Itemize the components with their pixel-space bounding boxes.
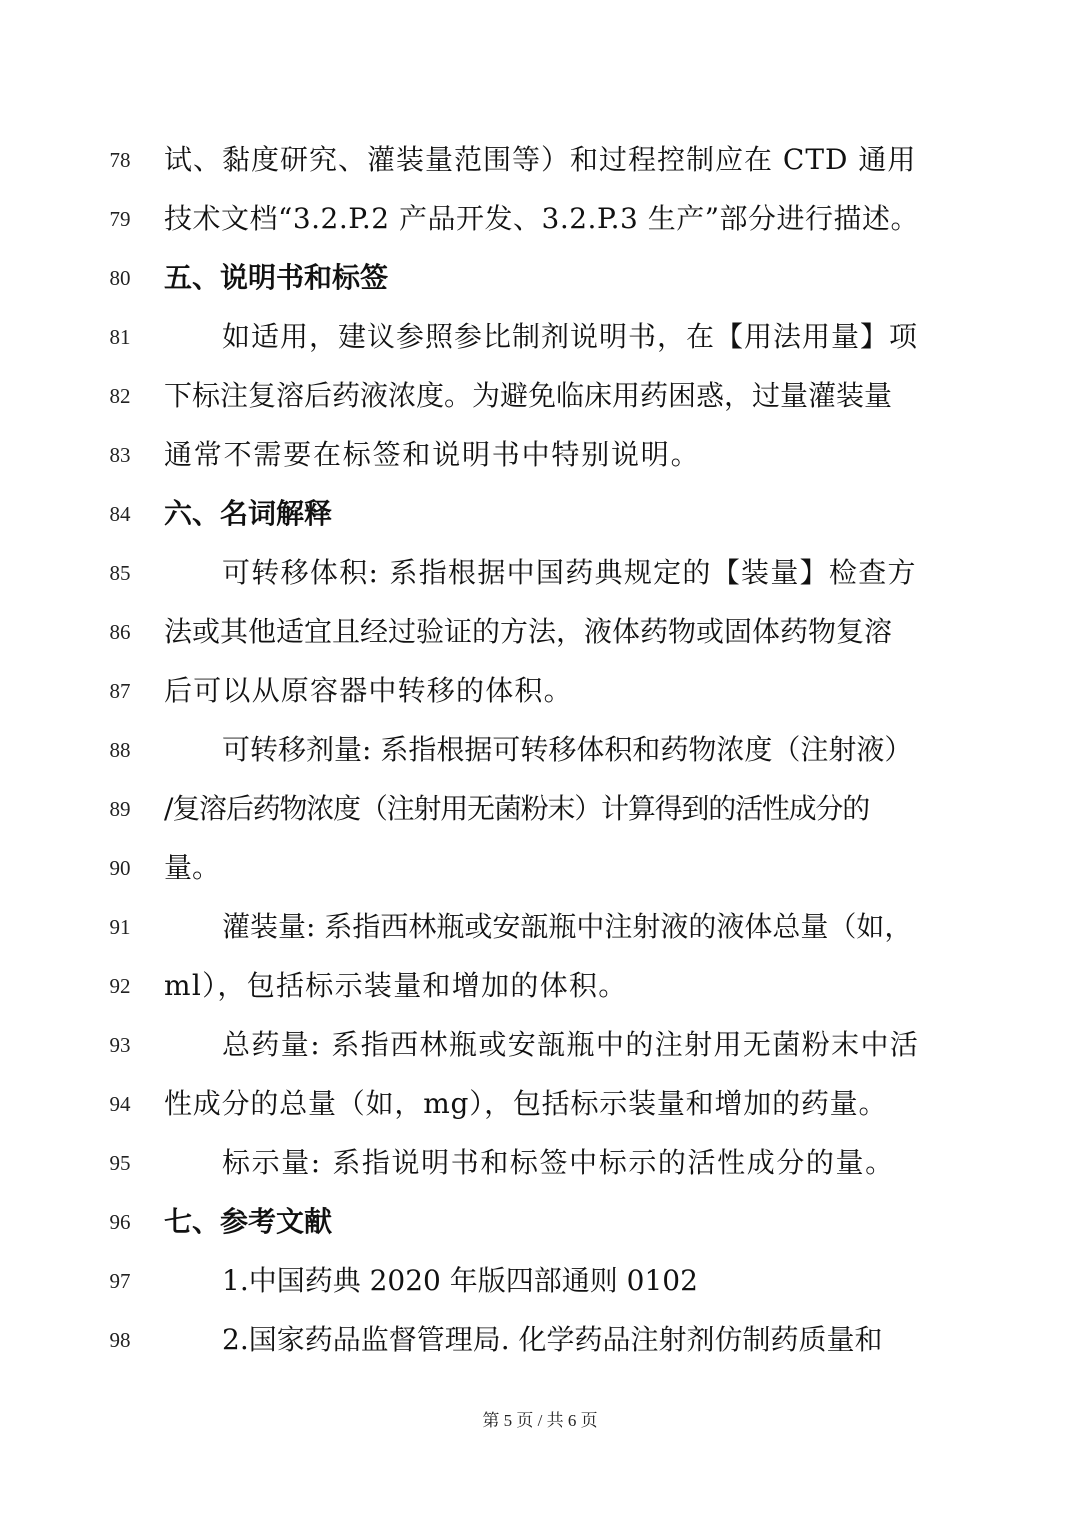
text-line <box>0 848 1080 888</box>
paragraph-text: 法或其他适宜且经过验证的方法，液体药物或固体药物复溶 <box>164 615 893 648</box>
paragraph-text: ml），包括标示装量和增加的体积。 <box>164 969 628 1002</box>
paragraph-text: 量。 <box>164 851 221 884</box>
text-line <box>0 966 1080 1006</box>
paragraph-text: 下标注复溶后药液浓度。为避免临床用药困惑，过量灌装量 <box>164 379 893 412</box>
line-number: 82 <box>109 384 131 408</box>
page-footer: 第 5 页 / 共 6 页 <box>482 1411 598 1430</box>
line-number: 94 <box>109 1092 131 1116</box>
text-line <box>0 376 1080 416</box>
text-line <box>0 1261 1080 1301</box>
text-line <box>0 1084 1080 1124</box>
paragraph-text: 通常不需要在标签和说明书中特别说明。 <box>164 438 701 471</box>
line-number: 78 <box>109 148 131 172</box>
line-number: 85 <box>109 561 131 585</box>
line-number: 96 <box>109 1210 131 1234</box>
paragraph-text: 技术文档“3.2.P.2 产品开发、3.2.P.3 生产”部分进行描述。 <box>164 202 920 235</box>
text-line <box>0 1143 1080 1183</box>
line-number: 91 <box>109 915 131 939</box>
paragraph-text: /复溶后药物浓度（注射用无菌粉末）计算得到的活性成分的 <box>164 792 870 825</box>
text-line <box>0 671 1080 711</box>
line-number: 84 <box>109 502 131 526</box>
paragraph-text: 灌装量: 系指西林瓶或安瓿瓶中注射液的液体总量（如， <box>222 910 913 943</box>
text-line <box>0 612 1080 652</box>
text-line <box>0 789 1080 829</box>
paragraph-text: 可转移剂量: 系指根据可转移体积和药物浓度（注射液） <box>222 733 913 766</box>
section-heading: 七、参考文献 <box>164 1205 333 1238</box>
line-number: 86 <box>109 620 131 644</box>
section-heading-line <box>0 258 1080 298</box>
paragraph-text: 标示量: 系指说明书和标签中标示的活性成分的量。 <box>222 1146 895 1179</box>
text-line <box>0 199 1080 239</box>
text-line <box>0 553 1080 593</box>
line-number: 92 <box>109 974 131 998</box>
paragraph-text: 性成分的总量（如，mg），包括标示装量和增加的药量。 <box>164 1087 888 1120</box>
text-line <box>0 140 1080 180</box>
text-line <box>0 907 1080 947</box>
line-number: 95 <box>109 1151 131 1175</box>
text-line <box>0 435 1080 475</box>
line-number: 97 <box>109 1269 131 1293</box>
line-number: 80 <box>109 266 131 290</box>
paragraph-text: 1.中国药典 2020 年版四部通则 0102 <box>222 1264 698 1297</box>
text-line <box>0 317 1080 357</box>
line-number: 81 <box>109 325 131 349</box>
text-line <box>0 1320 1080 1360</box>
line-number: 98 <box>109 1328 131 1352</box>
line-number: 89 <box>109 797 131 821</box>
paragraph-text: 总药量: 系指西林瓶或安瓿瓶中的注射用无菌粉末中活 <box>222 1028 920 1061</box>
paragraph-text: 如适用，建议参照参比制剂说明书，在【用法用量】项 <box>222 320 919 353</box>
line-number: 87 <box>109 679 131 703</box>
line-number: 90 <box>109 856 131 880</box>
line-number: 93 <box>109 1033 131 1057</box>
line-number: 83 <box>109 443 131 467</box>
text-line <box>0 730 1080 770</box>
section-heading-line <box>0 1202 1080 1242</box>
text-line <box>0 1025 1080 1065</box>
section-heading: 五、说明书和标签 <box>164 261 389 294</box>
paragraph-text: 2.国家药品监督管理局. 化学药品注射剂仿制药质量和 <box>222 1323 883 1356</box>
line-number: 79 <box>109 207 131 231</box>
paragraph-text: 试、黏度研究、灌装量范围等）和过程控制应在 CTD 通用 <box>164 143 917 176</box>
section-heading-line <box>0 494 1080 534</box>
paragraph-text: 后可以从原容器中转移的体积。 <box>164 674 573 707</box>
section-heading: 六、名词解释 <box>164 497 333 530</box>
paragraph-text: 可转移体积: 系指根据中国药典规定的【装量】检查方 <box>222 556 917 589</box>
line-number: 88 <box>109 738 131 762</box>
